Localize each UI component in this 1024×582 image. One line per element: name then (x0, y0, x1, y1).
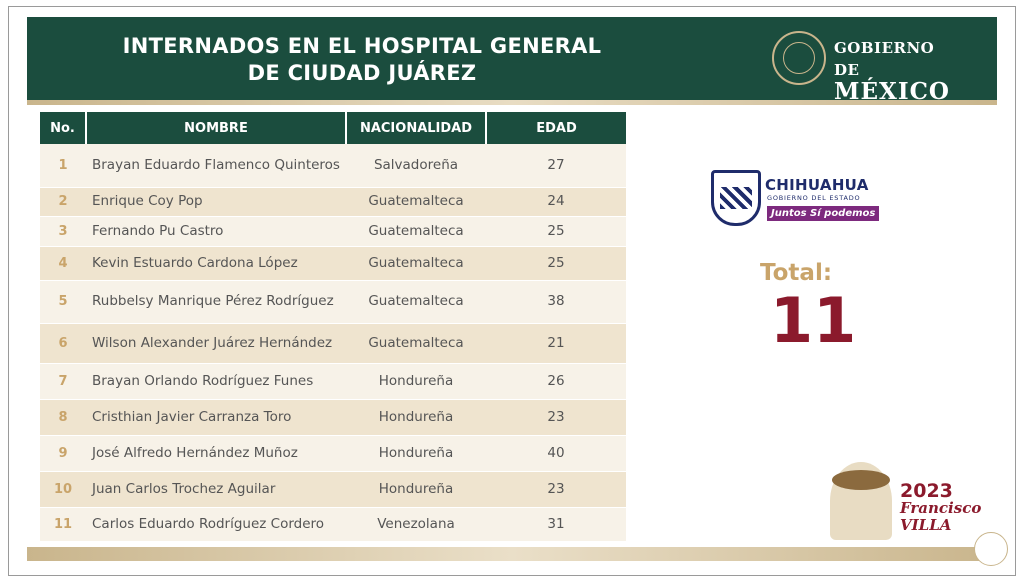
gobierno-mini-seal-icon (974, 532, 1008, 566)
cell-nationality: Guatemalteca (346, 216, 486, 246)
table-row (40, 323, 626, 363)
cell-no: 2 (40, 187, 86, 216)
chihuahua-logo-subtitle: GOBIERNO DEL ESTADO (767, 194, 861, 202)
cell-nationality: Guatemalteca (346, 280, 486, 323)
cell-nationality: Venezolana (346, 507, 486, 541)
cell-no: 3 (40, 216, 86, 246)
villa-badge-name-line-1: Francisco (900, 499, 982, 517)
national-seal-icon (772, 31, 826, 85)
cell-nationality: Hondureña (346, 363, 486, 399)
table-row (40, 216, 626, 246)
page-title (27, 33, 697, 87)
cell-age: 38 (486, 280, 626, 323)
patients-table (40, 112, 626, 542)
cell-nationality: Guatemalteca (346, 246, 486, 280)
cell-age: 40 (486, 435, 626, 471)
chihuahua-shield-icon (711, 170, 761, 226)
cell-no: 5 (40, 280, 86, 323)
cell-no: 8 (40, 399, 86, 435)
cell-nationality: Salvadoreña (346, 144, 486, 187)
footer-stripe (27, 547, 997, 561)
gobierno-de-mexico-logo (772, 31, 962, 105)
cell-age: 27 (486, 144, 626, 187)
cell-age: 24 (486, 187, 626, 216)
cell-name: José Alfredo Hernández Muñoz (86, 435, 346, 471)
col-header-nationality: NACIONALIDAD (346, 112, 486, 144)
cell-age: 21 (486, 323, 626, 363)
cell-name: Fernando Pu Castro (86, 216, 346, 246)
cell-age: 23 (486, 471, 626, 507)
table-row (40, 471, 626, 507)
cell-nationality: Guatemalteca (346, 323, 486, 363)
col-header-age: EDAD (486, 112, 626, 144)
table-row (40, 144, 626, 187)
villa-badge-name-line-2: VILLA (900, 516, 952, 534)
chihuahua-logo-name: CHIHUAHUA (765, 176, 869, 194)
table-row (40, 363, 626, 399)
cell-name: Carlos Eduardo Rodríguez Cordero (86, 507, 346, 541)
francisco-villa-2023-badge (830, 462, 982, 542)
chihuahua-logo-motto: Juntos Sí podemos (767, 206, 879, 221)
total-label: Total: (760, 260, 833, 286)
title-line-1: INTERNADOS EN EL HOSPITAL GENERAL (122, 34, 602, 58)
chihuahua-state-logo (711, 170, 881, 228)
table-row (40, 507, 626, 541)
cell-no: 7 (40, 363, 86, 399)
cell-age: 31 (486, 507, 626, 541)
cell-nationality: Hondureña (346, 471, 486, 507)
table-header-row (40, 112, 626, 144)
villa-badge-year: 2023 (900, 480, 953, 502)
cell-no: 1 (40, 144, 86, 187)
cell-name: Wilson Alexander Juárez Hernández (86, 323, 346, 363)
cell-name: Brayan Eduardo Flamenco Quinteros (86, 144, 346, 187)
cell-no: 9 (40, 435, 86, 471)
cell-no: 10 (40, 471, 86, 507)
cell-nationality: Hondureña (346, 435, 486, 471)
gov-logo-line-2: MÉXICO (834, 78, 950, 105)
cell-nationality: Guatemalteca (346, 187, 486, 216)
table-row (40, 280, 626, 323)
table-row (40, 187, 626, 216)
francisco-villa-portrait-icon (830, 462, 892, 540)
col-header-no: No. (40, 112, 86, 144)
cell-age: 23 (486, 399, 626, 435)
table-row (40, 399, 626, 435)
cell-name: Juan Carlos Trochez Aguilar (86, 471, 346, 507)
cell-no: 11 (40, 507, 86, 541)
cell-name: Rubbelsy Manrique Pérez Rodríguez (86, 280, 346, 323)
cell-age: 26 (486, 363, 626, 399)
total-value: 11 (770, 284, 857, 357)
cell-name: Cristhian Javier Carranza Toro (86, 399, 346, 435)
cell-age: 25 (486, 246, 626, 280)
cell-name: Kevin Estuardo Cardona López (86, 246, 346, 280)
gov-logo-line-1: GOBIERNO DE (834, 39, 935, 79)
title-line-2: DE CIUDAD JUÁREZ (247, 61, 477, 85)
cell-name: Enrique Coy Pop (86, 187, 346, 216)
cell-nationality: Hondureña (346, 399, 486, 435)
cell-no: 6 (40, 323, 86, 363)
table-row (40, 435, 626, 471)
cell-name: Brayan Orlando Rodríguez Funes (86, 363, 346, 399)
col-header-name: NOMBRE (86, 112, 346, 144)
table-row (40, 246, 626, 280)
cell-no: 4 (40, 246, 86, 280)
cell-age: 25 (486, 216, 626, 246)
